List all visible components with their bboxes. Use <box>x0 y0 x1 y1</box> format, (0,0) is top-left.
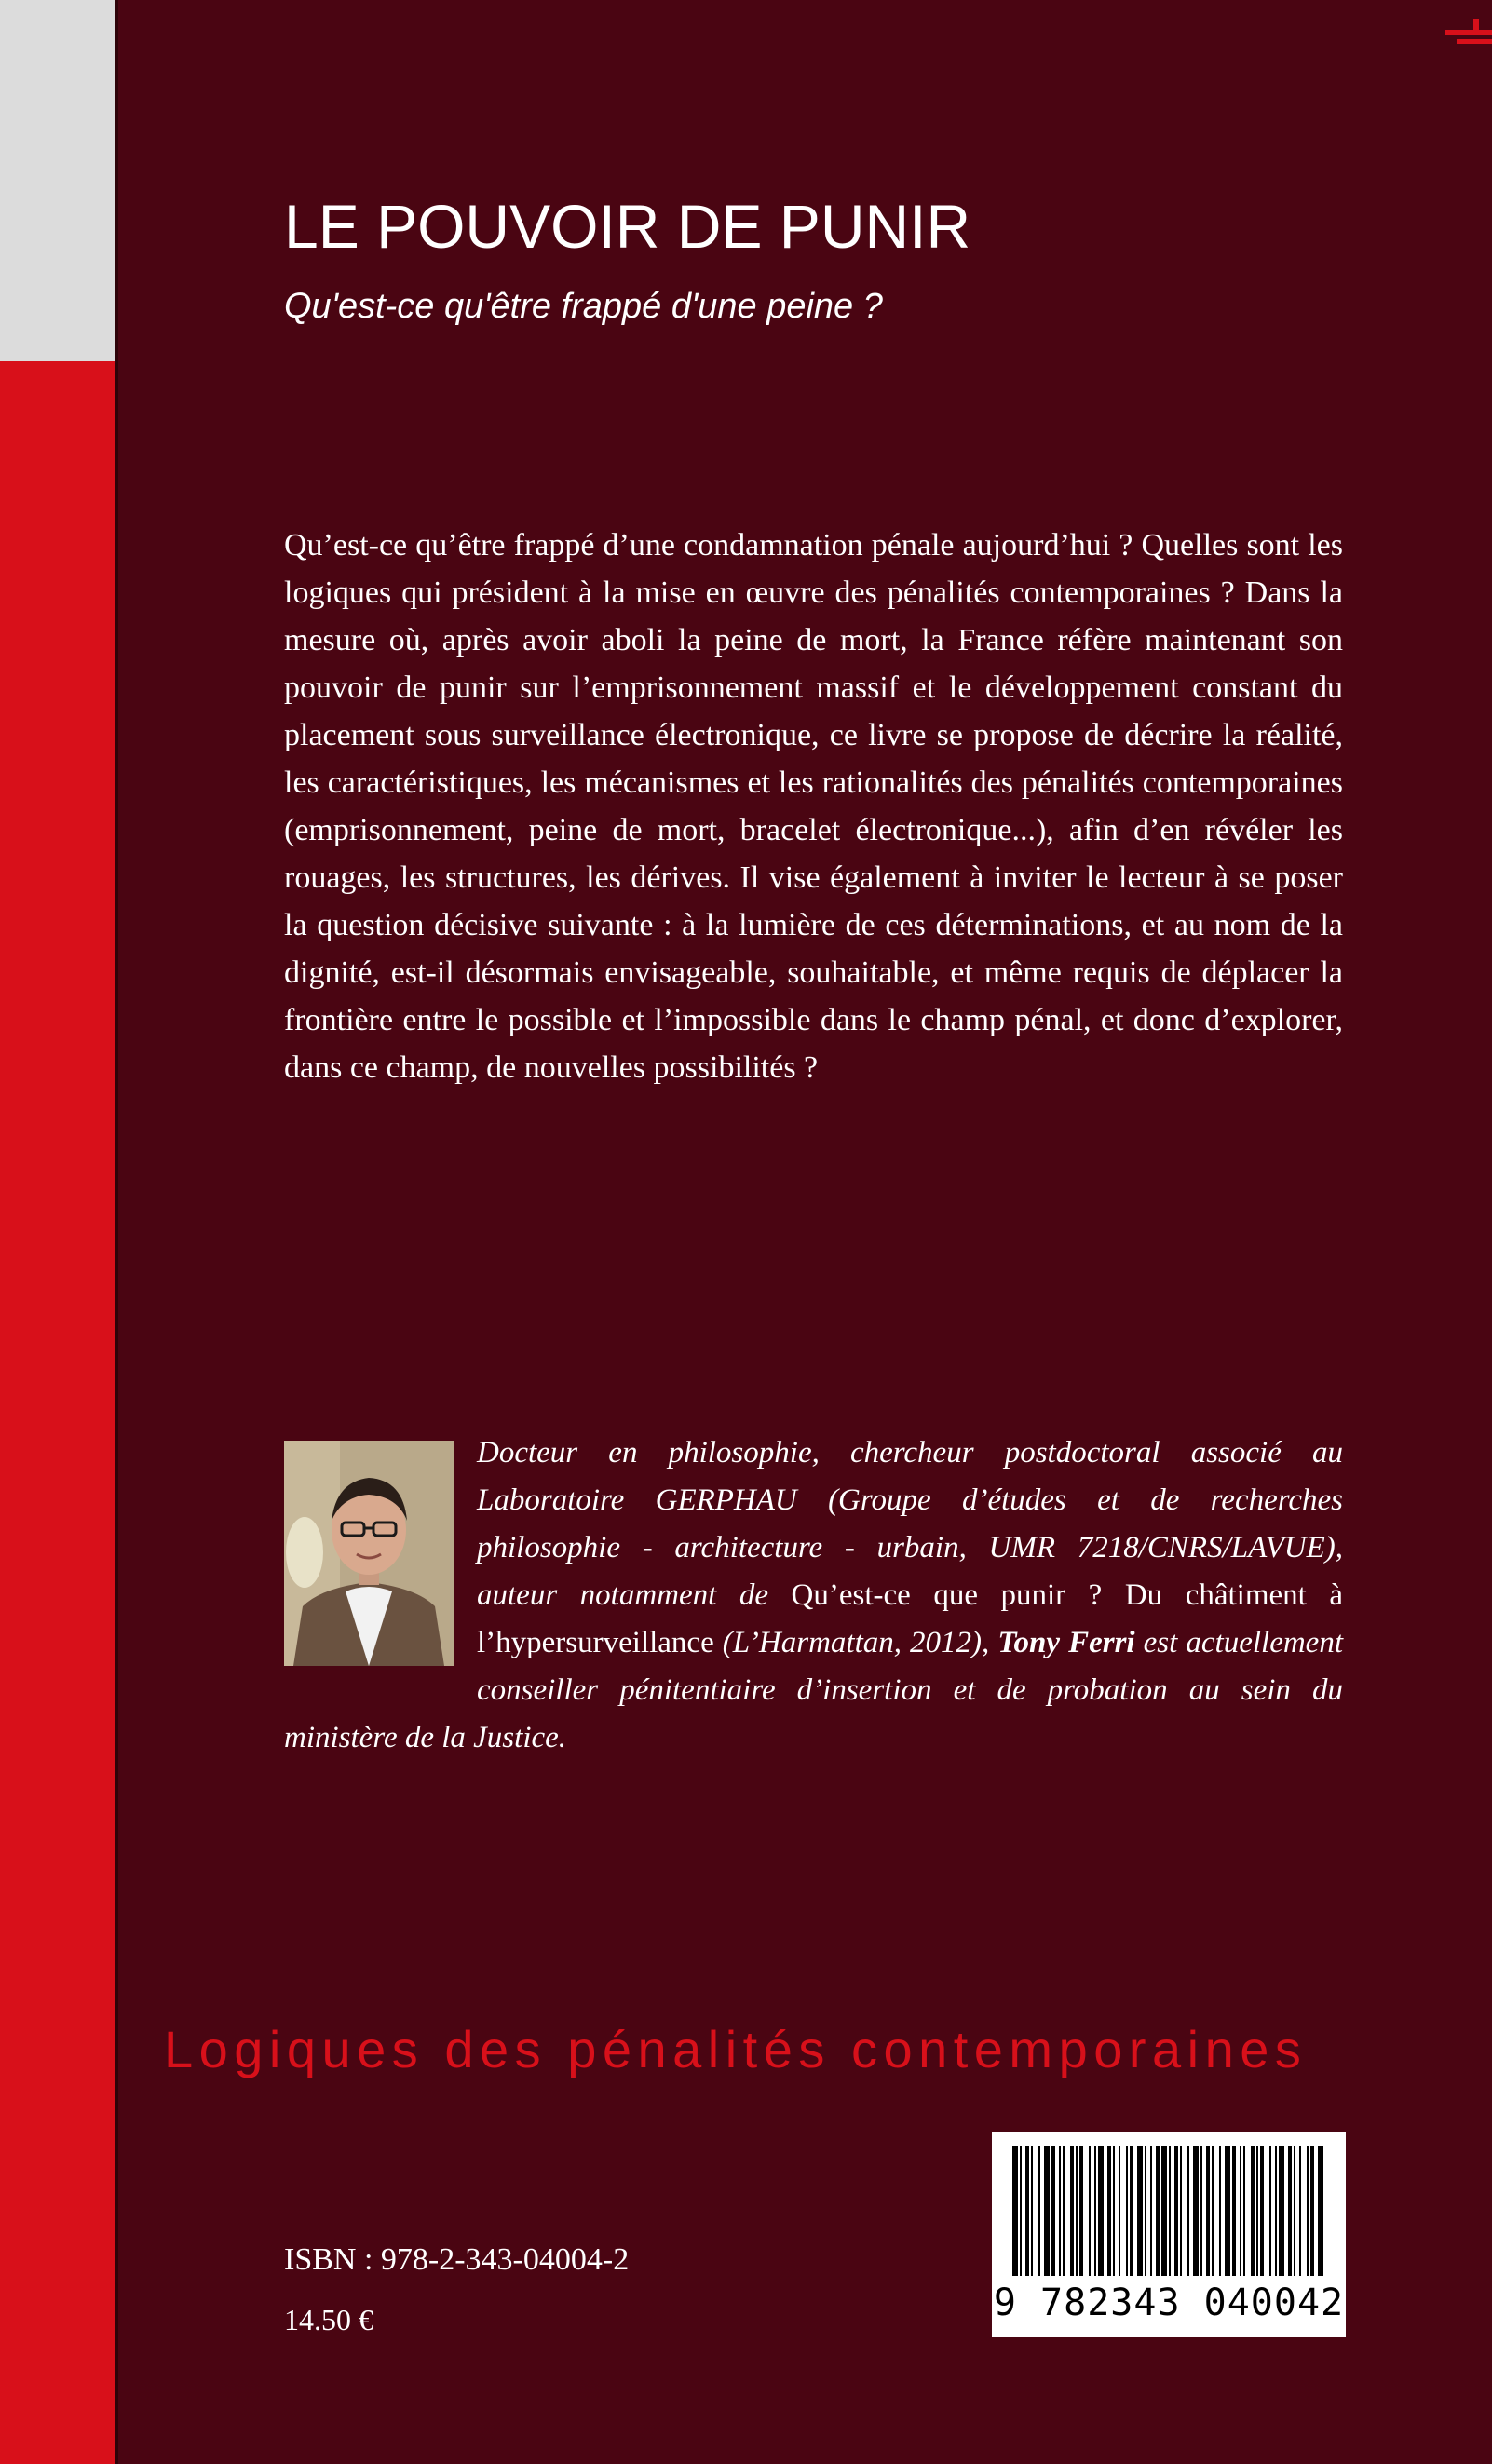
publisher-logo-icon <box>1436 17 1492 50</box>
barcode-bar <box>1279 2146 1284 2276</box>
author-book-title: Qu’est-ce que punir ? Du châtiment à l’hypersurveillance <box>477 1578 1343 1659</box>
barcode-bar <box>1212 2146 1214 2276</box>
barcode-bar <box>1059 2146 1061 2276</box>
barcode-bar <box>1130 2146 1133 2276</box>
barcode-bar <box>1251 2146 1255 2276</box>
barcode-bar <box>1098 2146 1104 2276</box>
barcode-bar <box>1219 2146 1221 2276</box>
barcode-bar <box>1119 2146 1120 2276</box>
spine-grey-band <box>0 0 115 361</box>
barcode-bar <box>1079 2146 1083 2276</box>
barcode-bar <box>1288 2146 1292 2276</box>
back-cover-blurb: Qu’est-ce qu’être frappé d’une condamnation pénale aujourd’hui ? Quelles sont les logiques qui président à la mise en œuvre des pénalités contemporaines ? Dans la mesure où, après avoir aboli la peine de mort, la France réfère maintenant son pouvoir de punir sur l’emprisonnement massif et le développement constant du placement sous surveillance électronique, ce livre se propose de décrire la réalité, les caractéristiques, les mécanismes et les rationalités des pénalités contemporaines (emprisonnement, peine de mort, bracelet électronique...), afin d’en révéler les rouages, les structures, les dérives. Il vise également à inviter le lecteur à se poser la question décisive suivante : à la lumière de ces déterminations, et au nom de la dignité, est-il désormais envisageable, souhaitable, et même requis de déplacer la frontière entre le possible et l’impossible dans le champ pénal, et donc d’explorer, dans ce champ, de nouvelles possibilités ? <box>284 528 1343 1085</box>
author-bio-part3: est actuellement conseiller pénitentiaire d’insertion et de probation au sein du ministère de la Justice. <box>284 1626 1343 1754</box>
barcode-bar <box>1038 2146 1040 2276</box>
barcode-bar <box>1113 2146 1115 2276</box>
barcode-bar <box>1299 2146 1301 2276</box>
barcode-bar <box>1107 2146 1111 2276</box>
barcode-bar <box>1161 2146 1167 2276</box>
barcode-bar <box>1094 2146 1096 2276</box>
barcode-bar <box>1193 2146 1199 2276</box>
book-subtitle: Qu'est-ce qu'être frappé d'une peine ? <box>284 287 883 326</box>
barcode-bar <box>1137 2146 1143 2276</box>
price: 14.50 € <box>284 2303 373 2336</box>
barcode-bar <box>1256 2146 1258 2276</box>
barcode-bar <box>1145 2146 1146 2276</box>
barcode-bar <box>1200 2146 1202 2276</box>
barcode-bar <box>1206 2146 1210 2276</box>
barcode-bar <box>1180 2146 1182 2276</box>
barcode-bar <box>1076 2146 1078 2276</box>
barcode-digits: 9 782343 040042 <box>993 2281 1345 2324</box>
author-bio-part1: Docteur en philosophie, chercheur postdoctoral associé au Laboratoire GERPHAU (Groupe d’études et de recherches philosophie - architecture - urbain, UMR 7218/CNRS/LAVUE), auteur notamment de <box>477 1436 1343 1612</box>
barcode-bar <box>1174 2146 1178 2276</box>
barcode-bar <box>1070 2146 1074 2276</box>
barcode-bar <box>1012 2146 1018 2276</box>
barcode-bar <box>1310 2146 1314 2276</box>
barcode <box>992 2132 1346 2337</box>
spine-edge <box>115 0 118 2464</box>
barcode-bar <box>1169 2146 1171 2276</box>
barcode-bar <box>1051 2146 1055 2276</box>
barcode-bar <box>1025 2146 1029 2276</box>
series-name: Logiques des pénalités contemporaines <box>164 2020 1308 2078</box>
barcode-bar <box>1126 2146 1128 2276</box>
barcode-bar <box>1156 2146 1160 2276</box>
author-name: Tony Ferri <box>997 1626 1135 1659</box>
barcode-bar <box>1031 2146 1033 2276</box>
barcode-bar <box>1260 2146 1264 2276</box>
barcode-bar <box>1089 2146 1091 2276</box>
author-bio <box>284 1429 1343 1762</box>
book-title: LE POUVOIR DE PUNIR <box>284 192 971 261</box>
author-bio-part2: (L’Harmattan, 2012), <box>713 1626 998 1659</box>
isbn: ISBN : 978-2-343-04004-2 <box>284 2242 630 2277</box>
barcode-bar <box>1269 2146 1271 2276</box>
barcode-bar <box>1063 2146 1065 2276</box>
barcode-bar <box>1294 2146 1295 2276</box>
barcode-bar <box>1187 2146 1189 2276</box>
barcode-bar <box>1020 2146 1022 2276</box>
barcode-bar <box>1044 2146 1050 2276</box>
author-photo <box>284 1441 454 1666</box>
barcode-bar <box>1243 2146 1245 2276</box>
spine-red-band <box>0 361 115 2464</box>
barcode-bar <box>1275 2146 1277 2276</box>
barcode-bar <box>1225 2146 1230 2276</box>
barcode-bar <box>1150 2146 1152 2276</box>
barcode-bar <box>1232 2146 1236 2276</box>
barcode-bar <box>1307 2146 1309 2276</box>
barcode-bar <box>1240 2146 1241 2276</box>
barcode-bar <box>1318 2146 1323 2276</box>
